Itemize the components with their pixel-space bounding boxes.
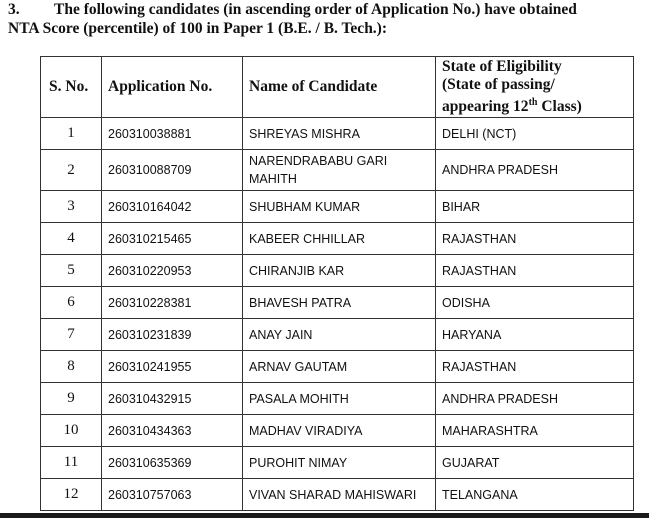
table-row [41,150,634,191]
cell-sno: 10 [41,415,102,447]
cell-candidate-name: MADHAV VIRADIYA [243,415,436,447]
cell-application-no: 260310088709 [102,150,243,191]
table-row [41,383,634,415]
table-row [41,319,634,351]
cell-state: HARYANA [436,319,634,351]
cell-application-no: 260310434363 [102,415,243,447]
heading-text-1: The following candidates (in ascending order of Application No.) have obtained [54,1,577,18]
cell-state: RAJASTHAN [436,255,634,287]
header-candidate-name: Name of Candidate [243,57,436,118]
bottom-edge-bar [0,513,649,518]
cell-candidate-name: PASALA MOHITH [243,383,436,415]
cell-application-no: 260310757063 [102,479,243,511]
cell-sno: 7 [41,319,102,351]
cell-sno: 9 [41,383,102,415]
cell-sno: 2 [41,150,102,191]
cell-application-no: 260310635369 [102,447,243,479]
cell-sno: 12 [41,479,102,511]
header-state-line-2: (State of passing/ [442,75,555,93]
table-row [41,415,634,447]
cell-candidate-name: ARNAV GAUTAM [243,351,436,383]
cell-application-no: 260310164042 [102,191,243,223]
table-row [41,447,634,479]
header-application-no: Application No. [102,57,243,118]
heading-line-2: NTA Score (percentile) of 100 in Paper 1 (B.E. / B. Tech.): [8,20,388,37]
cell-state: MAHARASHTRA [436,415,634,447]
cell-application-no: 260310215465 [102,223,243,255]
cell-sno: 8 [41,351,102,383]
cell-candidate-name: VIVAN SHARAD MAHISWARI [243,479,436,511]
cell-candidate-name: KABEER CHHILLAR [243,223,436,255]
cell-candidate-name: PUROHIT NIMAY [243,447,436,479]
cell-state: ANDHRA PRADESH [436,150,634,191]
table-row [41,223,634,255]
header-state-line-3-pre: appearing 12 [442,98,529,116]
cell-state: GUJARAT [436,447,634,479]
table-row [41,479,634,511]
cell-sno: 1 [41,118,102,150]
table-row [41,255,634,287]
cell-state: ODISHA [436,287,634,319]
candidate-name-wrap: NARENDRABABU GARI MAHITH [249,154,388,186]
table-header-row [41,57,634,118]
cell-candidate-name: SHUBHAM KUMAR [243,191,436,223]
header-state-line-3 [442,94,627,116]
cell-sno: 6 [41,287,102,319]
cell-state: RAJASTHAN [436,223,634,255]
cell-state: BIHAR [436,191,634,223]
cell-candidate-name: CHIRANJIB KAR [243,255,436,287]
cell-candidate-name: BHAVESH PATRA [243,287,436,319]
section-heading [8,0,648,38]
heading-line-1 [8,0,648,19]
cell-application-no: 260310231839 [102,319,243,351]
header-sno: S. No. [41,57,102,118]
cell-state: RAJASTHAN [436,351,634,383]
cell-application-no: 260310220953 [102,255,243,287]
header-state-line-3-post: Class) [537,98,582,116]
cell-state: DELHI (NCT) [436,118,634,150]
cell-application-no: 260310038881 [102,118,243,150]
cell-sno: 11 [41,447,102,479]
cell-state: TELANGANA [436,479,634,511]
header-state-line-1: State of Eligibility [442,57,562,75]
cell-candidate-name: SHREYAS MISHRA [243,118,436,150]
cell-sno: 3 [41,191,102,223]
cell-application-no: 260310228381 [102,287,243,319]
table-row [41,191,634,223]
section-number: 3. [8,1,20,18]
header-state-superscript: th [528,96,538,108]
table-row [41,351,634,383]
cell-state: ANDHRA PRADESH [436,383,634,415]
results-table [40,56,634,511]
cell-candidate-name: ANAY JAIN [243,319,436,351]
table-row [41,118,634,150]
header-state-of-eligibility [436,57,634,118]
table-row [41,287,634,319]
cell-application-no: 260310241955 [102,351,243,383]
cell-sno: 5 [41,255,102,287]
cell-sno: 4 [41,223,102,255]
cell-candidate-name [243,150,436,191]
cell-application-no: 260310432915 [102,383,243,415]
